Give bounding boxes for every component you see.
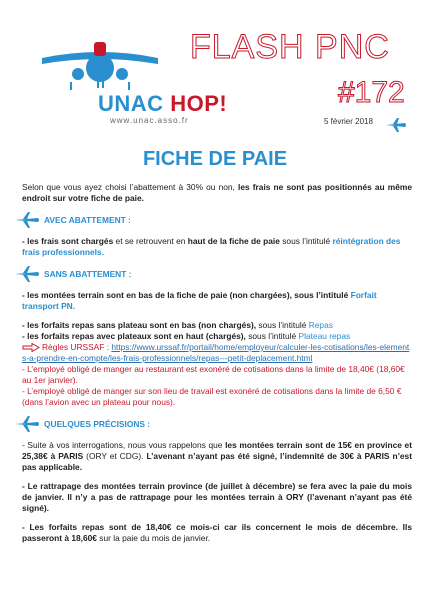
text-bold: - les frais sont chargés [22,236,114,246]
urssaf-line [22,342,412,364]
page-title: FICHE DE PAIE [142,148,288,170]
precision-2 [22,481,412,514]
sans-line-1 [22,290,412,312]
plane-icon [14,266,40,282]
plane-icon [385,118,407,132]
text: (18,60€ au 1er janvier). [22,364,405,385]
sans-line-3 [22,331,412,342]
header [0,0,430,135]
airplane-logo-icon [40,40,160,96]
text: - L’employé obligé de manger sur son lieu de travail est exonéré de cotisations dans la limite de 6,50 € [22,386,402,396]
section-title: SANS ABATTEMENT : [44,268,132,279]
text: sous l’intitulé [279,236,333,246]
sans-line-2 [22,320,412,331]
urssaf-label: Règles URSSAF : [42,342,112,352]
text: - L’employé obligé de manger au restaurant est exonéré de cotisations dans la limite de 18,40€ [22,364,374,374]
text: (ORY et CDG). [83,451,147,461]
brand-hop: HOP! [170,91,228,116]
text-bold: - les forfaits repas avec plateaux sont en haut (chargés), [22,331,246,341]
payslip-label: Forfait transport PN. [22,290,377,311]
brand-logo [98,91,227,117]
plane-icon [14,416,40,432]
text-bold: - Le rattrapage des montées terrain province (de juillet à décembre) se fera avec la paie du mois de janvier. Il n’y a pas de rattrapage pour les montées terrain à ORY (l’avenant n’ayant pas été signé). [22,481,412,513]
rule-workplace [22,386,412,408]
precision-1 [22,440,412,473]
avec-paragraph [22,236,412,258]
text: - Suite à vos interrogations, nous vous rappelons que [22,440,226,450]
intro-paragraph [22,182,412,204]
issue-date: 5 février 2018 [324,117,373,126]
brand-unac: UNAC [98,91,164,116]
brand-url: www.unac.asso.fr [110,116,189,125]
section-heading-precisions [14,416,412,432]
text-bold: les montées terrain sont de 15€ en province et 25,38€ à PARIS [22,440,412,461]
text: sous l’intitulé [256,320,309,330]
payslip-label: Repas [308,320,333,330]
precision-3 [22,522,412,544]
flash-number: #172 [338,76,405,109]
text: et se retrouvent en [113,236,188,246]
text: sous l’intitulé [245,331,299,341]
section-heading-sans [14,266,412,282]
text-bold: - Les forfaits repas sont de 18,40€ ce mois-ci car ils concernent le mois de décembre. Ils passeront à 18,60€ [22,522,412,543]
rule-restaurant [22,364,412,386]
arrow-right-icon [22,343,40,352]
section-title: AVEC ABATTEMENT : [44,214,131,225]
urssaf-link[interactable]: https://www.urssaf.fr/portail/home/employeur/calculer-les-cotisations/les-elements-a-prendre-en-compte/les-frais-professionnels/repas---petit-deplacement.html [22,342,410,363]
section-heading-avec [14,212,412,228]
flash-title: FLASH PNC [190,28,390,66]
text-bold: - les montées terrain sont en bas de la fiche de paie (non chargées), sous l’intitulé [22,290,351,300]
text-bold: L’avenant n’ayant pas été signé, l’indemnité de 30€ à PARIS n’est pas applicable. [22,451,413,472]
plane-icon [14,212,40,228]
text-bold: - les forfaits repas sans plateau sont en bas (non chargés), [22,320,257,330]
intro-text: Selon que vous ayez choisi l’abattement à 30% ou non, [22,182,238,192]
text-bold: haut de la fiche de paie [187,236,280,246]
text: sur la paie du mois de janvier. [96,533,211,543]
intro-bold: les frais ne sont pas positionnés au même endroit sur votre fiche de paie. [22,182,412,203]
section-title: QUELQUES PRÉCISIONS : [44,418,151,429]
document-body [22,182,412,552]
payslip-label: réintégration des frais professionnels. [22,236,401,257]
payslip-label: Plateau repas [298,331,351,341]
text: (dans l’avion avec un plateau pour nous). [22,397,176,407]
